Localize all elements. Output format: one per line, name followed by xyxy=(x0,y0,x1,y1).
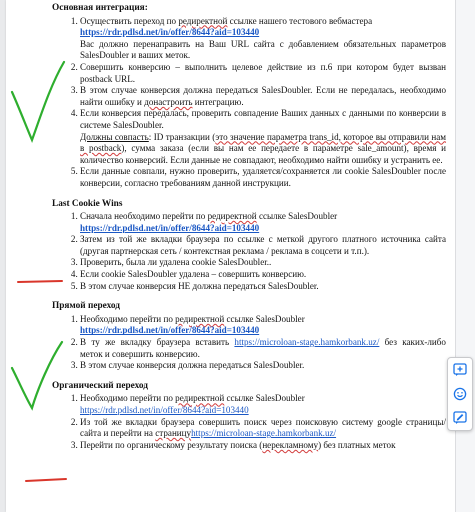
document-content xyxy=(52,3,446,460)
red-dash xyxy=(26,479,66,481)
redirect-link[interactable]: https://rdr.pdlsd.net/in/offer/8644?aid=103440 xyxy=(80,27,260,38)
suggest-edit-icon[interactable] xyxy=(452,410,468,426)
section-organic-visit xyxy=(52,381,446,452)
list-item: 1. Осуществить переход по редиректной ссылке нашего тестового вебмастера https://rdr.pdlsd.net/in/offer/8644?aid=103440 Вас должно перенаправить на Ваш URL сайта с добавлением обязательных параметров SalesDoubler и ваших меток. xyxy=(80,16,446,62)
list-item: 3. В этом случае конверсия должна передаться SalesDoubler. Если не передалась, необходимо найти ошибку и донастроить интеграцию. xyxy=(80,85,446,108)
emoji-icon[interactable] xyxy=(452,386,468,402)
section-title: Прямой переход xyxy=(52,301,120,312)
list-item: 5. Если данные совпали, нужно проверить, удаляется/сохраняется ли cookie SalesDoubler после конверсии, согласно требованиям данной инструкции. xyxy=(80,166,446,189)
redirect-link[interactable]: https://rdr.pdlsd.net/in/offer/8644?aid=103440 xyxy=(80,325,260,336)
list-item: 2. Из той же вкладки браузера совершить поиск через поисковую систему google страницы/сайта и перейти на страницуhttps://microloan-stage.hamkorbank.uz/ xyxy=(80,417,446,440)
site-link[interactable]: https://microloan-stage.hamkorbank.uz/ xyxy=(191,428,337,439)
redirect-link[interactable]: https://rdr.pdlsd.net/in/offer/8644?aid=103440 xyxy=(80,222,260,233)
document-page xyxy=(6,0,456,512)
list-item: 1. Сначала необходимо перейти по редиректной ссылке SalesDoubler https://rdr.pdlsd.net/in/offer/8644?aid=103440 xyxy=(80,211,446,234)
add-comment-icon[interactable] xyxy=(452,362,468,378)
list-item: 1. Необходимо перейти по редиректной ссылке SalesDoubler https://rdr.pdlsd.net/in/offer/8644?aid=103440 xyxy=(80,393,446,416)
section-title: Органический переход xyxy=(52,380,148,391)
list-item: 2. Затем из той же вкладки браузера по ссылке с меткой другого платного источника сайта (другая партнерская сеть / контекстная реклама / реклама в соцсети и т.п.). xyxy=(80,234,446,257)
list-item: 2. В ту же вкладку браузера вставить https://microloan-stage.hamkorbank.uz/ без каких-либо меток и совершить конверсию. xyxy=(80,337,446,360)
list-item: 3. Перейти по органическому результату поиска (нерекламному) без платных меток xyxy=(80,440,446,452)
section-title: Last Cookie Wins xyxy=(52,198,123,209)
list-item: 1. Необходимо перейти по редиректной ссылке SalesDoubler https://rdr.pdlsd.net/in/offer/8644?aid=103440 xyxy=(80,314,446,337)
section-main-integration xyxy=(52,3,446,190)
right-scroll-gutter[interactable] xyxy=(455,0,475,512)
floating-comment-toolbar xyxy=(447,357,473,431)
section-direct-visit xyxy=(52,301,446,372)
list-item: 5. В этом случае конверсия НЕ должна передаться SalesDoubler. xyxy=(80,281,446,293)
list-item: 2. Совершить конверсию – выполнить целевое действие из п.6 при котором будет вызван postback URL. xyxy=(80,62,446,85)
site-link[interactable]: https://microloan-stage.hamkorbank.uz/ xyxy=(234,337,380,348)
section-last-cookie-wins xyxy=(52,199,446,293)
redirect-link[interactable]: https://rdr.pdlsd.net/in/offer/8644?aid=103440 xyxy=(80,405,249,415)
section-title: Основная интеграция: xyxy=(52,3,148,13)
list-item: 3. Проверить, была ли удалена cookie SalesDoubler.. xyxy=(80,257,446,269)
list-item: 4. Если cookie SalesDoubler удалена – совершить конверсию. xyxy=(80,269,446,281)
list-item: 3. В этом случае конверсия должна передаться SalesDoubler. xyxy=(80,360,446,372)
list-item: 4. Если конверсия передалась, проверить совпадение Ваших данных с данными по конверсии в системе SalesDoubler. Должны совпасть: ID транзакции (это значение параметра trans_id, которое вы отправили нам в postback), сумма заказа (если вы нам ее передаете в параметре sale_amount), время и количество конверсий. Если данные не совпадают, необходимо найти ошибку и устранить ее. xyxy=(80,108,446,166)
